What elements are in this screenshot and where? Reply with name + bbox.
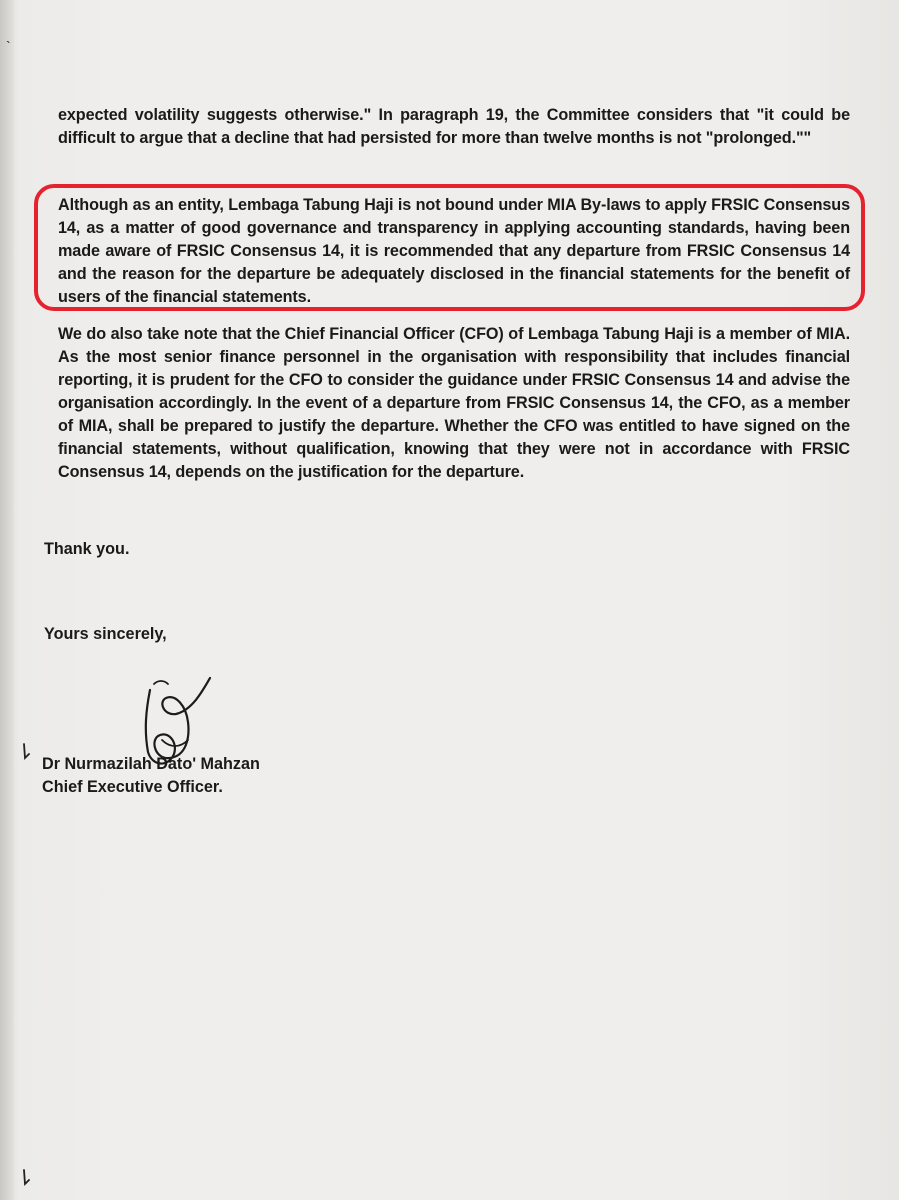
closing-line: Yours sincerely, (44, 625, 167, 643)
scan-mark: ` (6, 38, 11, 54)
thanks-line: Thank you. (44, 540, 130, 558)
signatory-title: Chief Executive Officer. (42, 778, 223, 796)
margin-tick-mark (20, 742, 30, 764)
margin-tick-mark-bottom (20, 1168, 30, 1190)
paragraph-highlighted: Although as an entity, Lembaga Tabung Haji is not bound under MIA By-laws to apply FRSIC Consensus 14, as a matter of good governance and transparency in applying accounting standards, having been made aware of FRSIC Consensus 14, it is recommended that any departure from FRSIC Consensus 14 and the reason for the departure be adequately disclosed in the financial statements for the benefit of users of the financial statements. (58, 196, 850, 306)
signatory-name: Dr Nurmazilah Dato' Mahzan (42, 755, 260, 773)
page-binding-edge (0, 0, 14, 1200)
paragraph-cfo-note: We do also take note that the Chief Financial Officer (CFO) of Lembaga Tabung Haji is a member of MIA. As the most senior finance personnel in the organisation with responsibility that includes financial reporting, it is prudent for the CFO to consider the guidance under FRSIC Consensus 14 and advise the organisation accordingly. In the event of a departure from FRSIC Consensus 14, the CFO, as a member of MIA, shall be prepared to justify the departure. Whether the CFO was entitled to have signed on the financial statements, without qualification, knowing that they were not in accordance with FRSIC Consensus 14, depends on the justification for the departure. (58, 325, 850, 481)
paragraph-quote: expected volatility suggests otherwise." In paragraph 19, the Committee considers that "it could be difficult to argue that a decline that had persisted for more than twelve months is not "prolonged."" (58, 106, 850, 147)
